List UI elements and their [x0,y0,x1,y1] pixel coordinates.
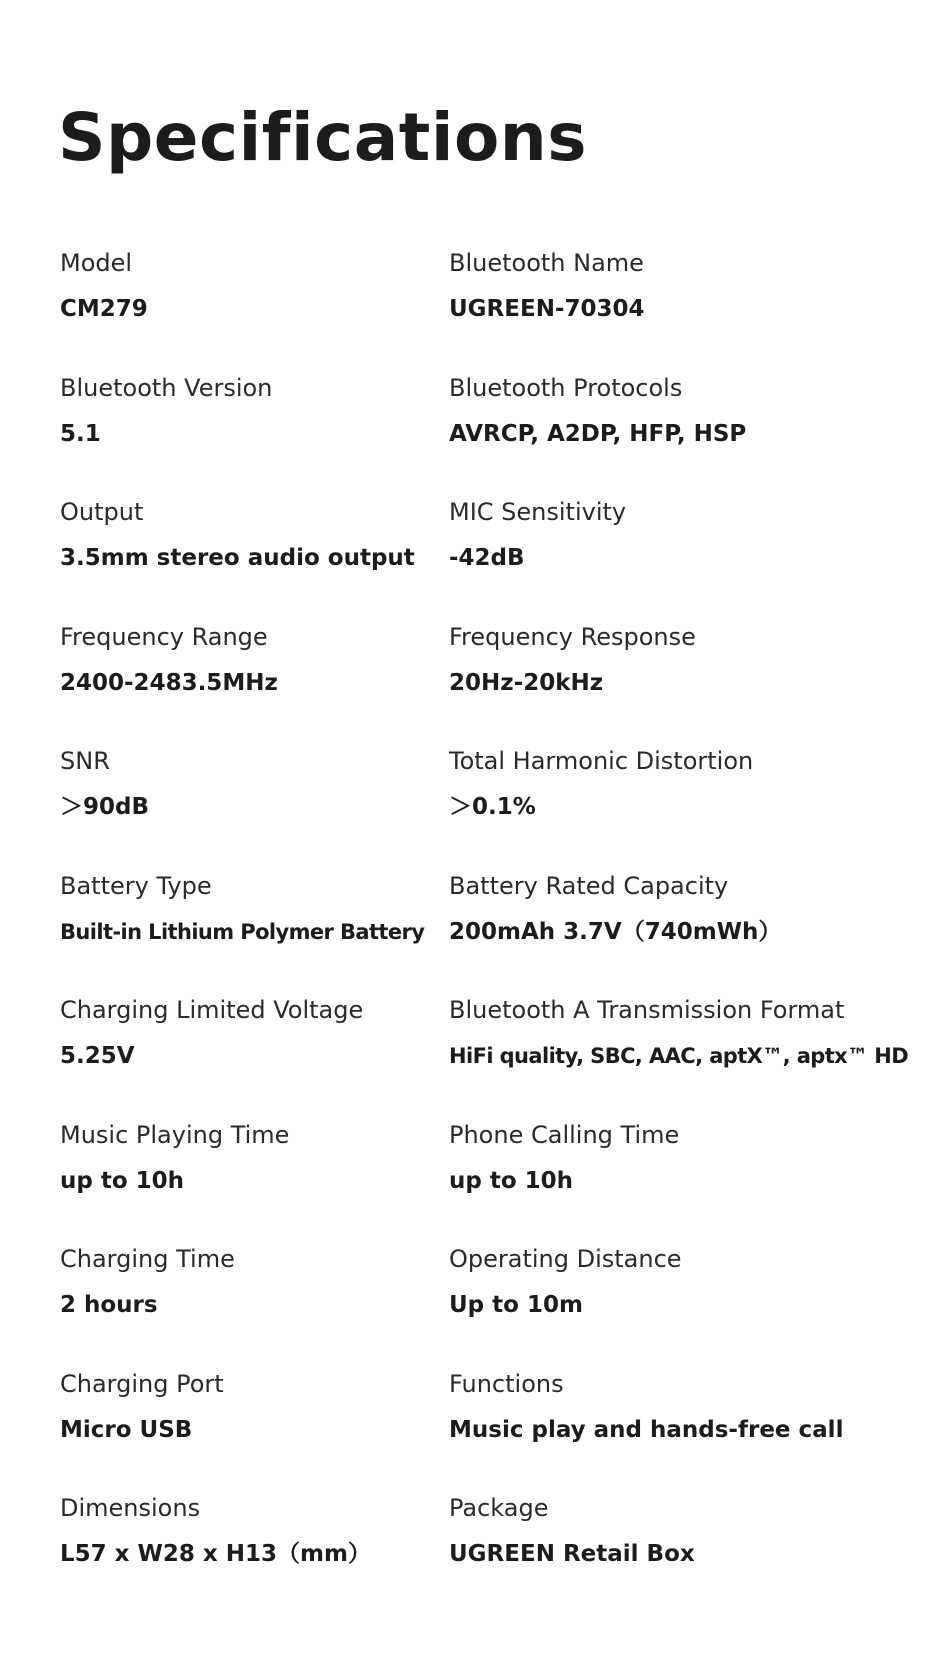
spec-item-battery-type [60,871,424,947]
spec-label: Package [449,1494,549,1522]
spec-label: SNR [60,747,110,775]
spec-item-thd [449,746,753,822]
spec-value: 5.25V [60,1043,135,1069]
spec-label: Bluetooth Name [449,249,644,277]
spec-item-battery-capacity [449,871,781,947]
spec-value: Up to 10m [449,1292,583,1318]
spec-value: 2400-2483.5MHz [60,669,278,696]
spec-row [0,1244,930,1369]
spec-label: Operating Distance [449,1245,682,1273]
spec-value: UGREEN-70304 [449,296,645,322]
spec-item-model [60,248,148,324]
spec-row [0,1369,930,1494]
spec-item-bluetooth-name [449,248,645,324]
page-title: Specifications [58,99,588,176]
spec-value: Music play and hands-free call [449,1416,844,1443]
spec-label: Bluetooth A Transmission Format [449,996,845,1024]
spec-label: Dimensions [60,1494,201,1522]
spec-label: Charging Time [60,1245,235,1273]
spec-value: UGREEN Retail Box [449,1541,695,1567]
spec-label: Music Playing Time [60,1120,290,1149]
spec-item-music-playing-time [60,1120,289,1196]
spec-value: 2 hours [60,1292,158,1318]
spec-label: Bluetooth Protocols [449,373,683,402]
spec-label: MIC Sensitivity [449,498,627,526]
spec-item-package [449,1493,695,1569]
spec-item-dimensions [60,1493,371,1569]
spec-label: Frequency Range [60,622,268,651]
spec-item-charging-time [60,1244,235,1320]
spec-row [0,248,930,373]
spec-label: Battery Rated Capacity [449,871,729,900]
spec-item-functions [449,1369,843,1445]
spec-item-charging-voltage [60,995,363,1071]
spec-item-snr [60,746,149,822]
spec-value: 200mAh 3.7V（740mWh） [449,918,782,945]
spec-row [0,1120,930,1245]
spec-row [0,497,930,622]
spec-label: Functions [449,1369,564,1398]
spec-value: 3.5mm stereo audio output [60,545,415,571]
spec-item-bluetooth-protocols [449,373,746,449]
spec-row [0,871,930,996]
spec-row [0,373,930,498]
spec-label: Output [60,498,144,526]
spec-label: Phone Calling Time [449,1120,680,1149]
spec-row [0,1493,930,1618]
spec-row [0,622,930,747]
spec-item-frequency-response [449,622,696,698]
spec-row [0,995,930,1120]
spec-value: up to 10h [60,1167,185,1194]
spec-value: AVRCP, A2DP, HFP, HSP [449,420,747,447]
spec-label: Frequency Response [449,622,696,651]
spec-item-transmission-format [449,995,908,1071]
spec-value: up to 10h [449,1167,574,1194]
spec-label: Battery Type [60,871,212,900]
spec-row [0,746,930,871]
spec-value: CM279 [60,296,148,322]
spec-label: Charging Limited Voltage [60,996,364,1024]
spec-value: HiFi quality, SBC, AAC, aptX™, aptx™ HD [449,1044,909,1068]
spec-label: Bluetooth Version [60,373,273,402]
spec-item-frequency-range [60,622,278,698]
spec-item-bluetooth-version [60,373,272,449]
spec-item-mic-sensitivity [449,497,626,573]
spec-label: Charging Port [60,1369,224,1398]
spec-grid [0,248,930,1618]
spec-label: Total Harmonic Distortion [449,747,754,775]
spec-item-operating-distance [449,1244,682,1320]
spec-value: Micro USB [60,1416,193,1443]
spec-value: ＞0.1% [449,794,536,820]
spec-value: -42dB [449,545,525,571]
spec-value: L57 x W28 x H13（mm） [60,1541,371,1567]
spec-label: Model [60,249,133,277]
spec-value: 20Hz-20kHz [449,669,604,696]
spec-value: Built-in Lithium Polymer Battery [60,919,425,944]
spec-value: 5.1 [60,420,101,447]
spec-item-phone-calling-time [449,1120,679,1196]
spec-item-charging-port [60,1369,224,1445]
spec-item-output [60,497,415,573]
spec-value: ＞90dB [60,794,150,820]
